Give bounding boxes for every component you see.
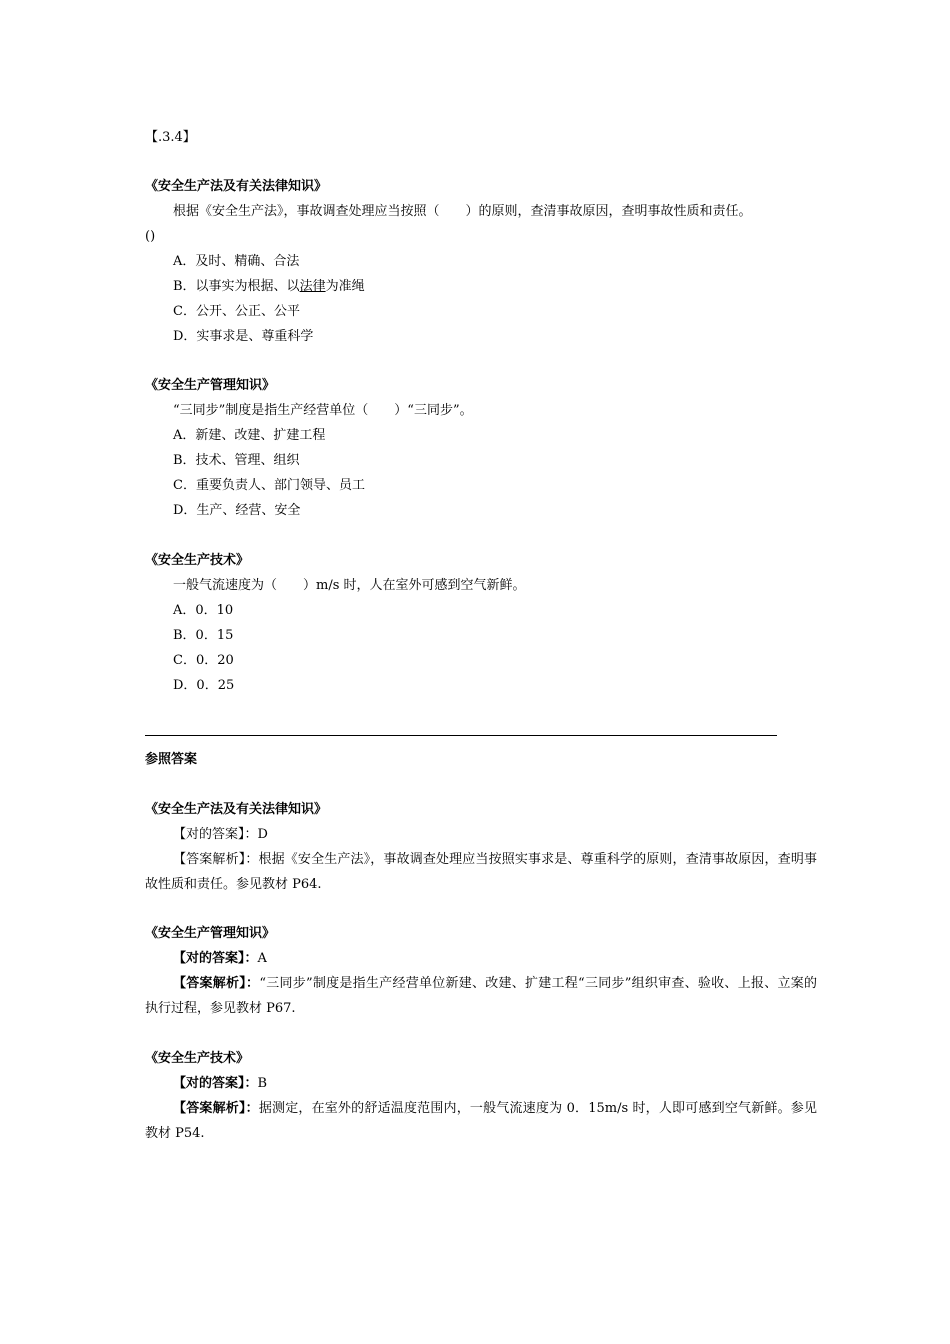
a2-analysis-text: “三同步”制度是指生产经营单位新建、改建、扩建工程“三同步”组织审查、验收、上报、立案的执行过程，参见教材 P67.	[145, 976, 817, 1016]
q2-stem: “三同步”制度是指生产经营单位（ ）“三同步”。	[173, 403, 473, 418]
q2-option-b: B．技术、管理、组织	[173, 453, 300, 468]
doc-header: 【.3.4】	[145, 130, 196, 145]
q1-section-title: 《安全生产法及有关法律知识》	[145, 179, 328, 194]
q1-option-c: C．公开、公正、公平	[173, 304, 300, 319]
q1-option-b-underlined: 法律	[299, 279, 326, 294]
a3-analysis-label: 【答案解析】：	[173, 1101, 259, 1116]
a1-answer-row	[173, 825, 268, 845]
a3-answer-value: B	[257, 1076, 268, 1091]
a1-answer-value: D	[257, 827, 268, 842]
a1-analysis-text: 根据《安全生产法》，事故调查处理应当按照实事求是、尊重科学的原则，查清事故原因，查明事故性质和责任。参见教材 P64.	[145, 852, 817, 892]
a1-analysis-label: 【答案解析】：	[173, 852, 259, 867]
q1-option-a: A．及时、精确、合法	[173, 254, 300, 269]
a3-answer-row	[173, 1074, 267, 1094]
q3-option-b: B．0．15	[173, 628, 234, 643]
q1-option-b-tail: 为准绳	[325, 279, 365, 294]
a2-analysis-label: 【答案解析】：	[173, 976, 260, 991]
a1-analysis	[145, 847, 817, 897]
a2-answer-value: A	[257, 951, 267, 966]
q2-section-title: 《安全生产管理知识》	[145, 378, 276, 393]
a3-analysis-text: 据测定，在室外的舒适温度范围内，一般气流速度为 0．15m/s 时，人即可感到空气新鲜。参见教材 P54.	[145, 1101, 817, 1141]
q3-stem: 一般气流速度为（ ）m/s 时，人在室外可感到空气新鲜。	[173, 578, 526, 593]
q1-stem-paren: ()	[145, 229, 156, 244]
q2-option-a: A．新建、改建、扩建工程	[173, 428, 326, 443]
q1-option-d: D．实事求是、尊重科学	[173, 329, 314, 344]
answers-title: 参照答案	[145, 752, 198, 767]
a2-answer-label: 【对的答案】：	[173, 951, 258, 966]
a1-section-title: 《安全生产法及有关法律知识》	[145, 802, 328, 817]
a2-answer-row	[173, 949, 267, 969]
a1-answer-label: 【对的答案】：	[173, 827, 258, 842]
q2-option-c: C．重要负责人、部门领导、员工	[173, 478, 365, 493]
q1-option-b	[173, 277, 365, 297]
q2-option-d: D．生产、经营、安全	[173, 503, 301, 518]
q3-option-c: C．0．20	[173, 653, 234, 668]
a2-analysis	[145, 971, 817, 1021]
a3-analysis	[145, 1096, 817, 1146]
q1-option-b-text: B．以事实为根据、以	[173, 279, 300, 294]
q1-stem: 根据《安全生产法》，事故调查处理应当按照（ ）的原则，查清事故原因，查明事故性质和责任。	[173, 204, 752, 219]
section-divider	[145, 735, 777, 736]
a3-answer-label: 【对的答案】：	[173, 1076, 258, 1091]
q3-section-title: 《安全生产技术》	[145, 553, 250, 568]
q3-option-d: D．0．25	[173, 678, 235, 693]
a2-section-title: 《安全生产管理知识》	[145, 926, 276, 941]
q3-option-a: A．0．10	[173, 603, 234, 618]
a3-section-title: 《安全生产技术》	[145, 1051, 250, 1066]
